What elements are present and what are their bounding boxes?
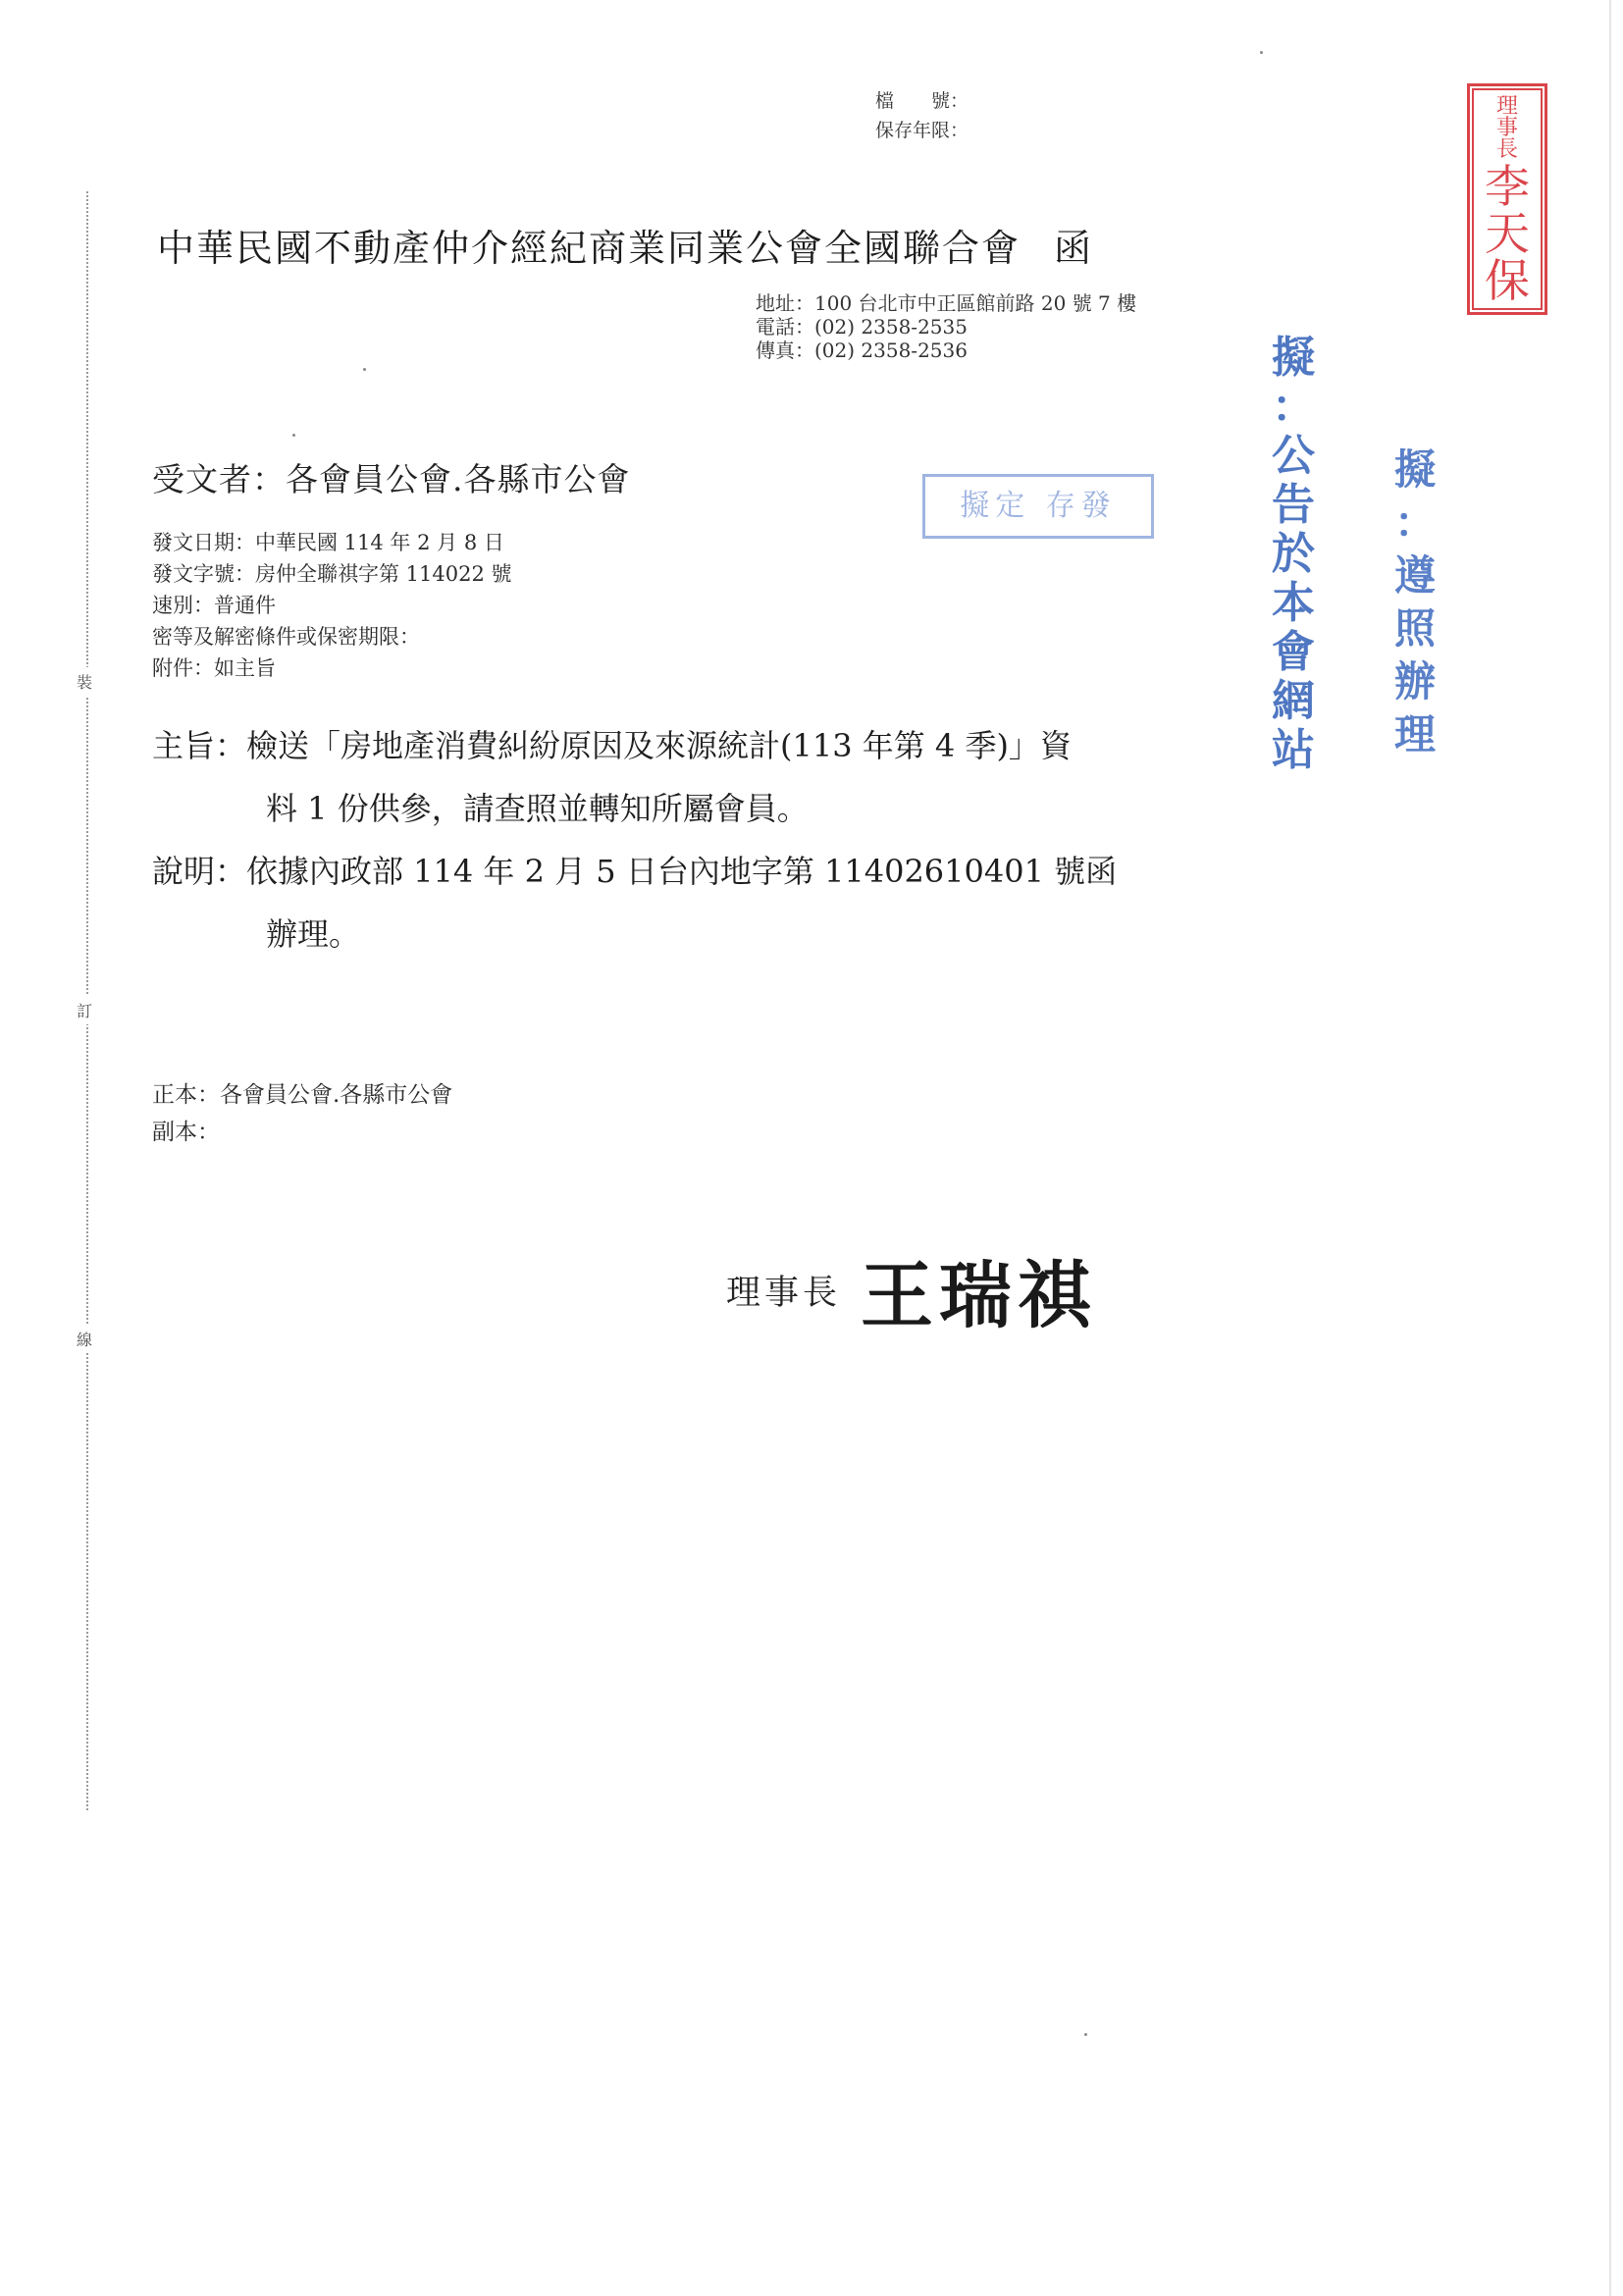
approval-box-stamp: 擬定 存發: [922, 474, 1154, 539]
delivery-speed: 速別：普通件: [152, 594, 276, 617]
stamp-char: 辦: [1393, 657, 1436, 705]
page-edge: [1609, 0, 1611, 2296]
issue-number: 發文字號：房仲全聯祺字第 114022 號: [152, 562, 512, 586]
stamp-char: 擬: [1272, 333, 1315, 383]
seal-char: 保: [1485, 254, 1530, 307]
stamp-char: 本: [1272, 578, 1315, 628]
retention-label: 保存年限：: [875, 120, 969, 141]
scan-speck: [1084, 2033, 1087, 2036]
stamp-char: ：: [1393, 498, 1436, 547]
secrecy-level: 密等及解密條件或保密期限：: [152, 625, 420, 649]
explanation-section: [152, 840, 1117, 965]
stamp-char: ：: [1272, 382, 1315, 432]
chairman-red-seal: [1467, 83, 1547, 315]
stamp-char: 於: [1272, 529, 1315, 579]
stamp-char: 站: [1272, 725, 1315, 775]
stamp-char: 擬: [1393, 445, 1436, 494]
stamp-char: 理: [1393, 710, 1436, 758]
subject-line-2: 料 1 份供參，請查照並轉知所屬會員。: [266, 790, 809, 827]
stamp-char: 公: [1272, 431, 1315, 481]
binding-mark-zhuang: 裝: [77, 667, 92, 696]
document-type: 函: [1054, 227, 1094, 270]
scan-speck: [1260, 51, 1263, 54]
recipient: 受文者：各會員公會.各縣市公會: [152, 460, 631, 498]
scan-speck: [292, 434, 295, 437]
distribution: [152, 1076, 452, 1151]
seal-char: 天: [1485, 207, 1530, 260]
archive-info: [875, 86, 969, 145]
scan-speck: [363, 368, 366, 371]
phone: 電話：(02) 2358-2535: [756, 315, 968, 339]
signer-title: 理事長: [726, 1274, 842, 1313]
stamp-char: 遵: [1393, 551, 1436, 600]
instruction-stamp-publish: [1264, 334, 1323, 775]
stamp-char: 告: [1272, 480, 1315, 530]
instruction-stamp-comply: [1386, 444, 1444, 761]
file-number-label: 檔 號：: [875, 90, 969, 112]
seal-char: 長: [1495, 137, 1518, 162]
issue-date: 發文日期：中華民國 114 年 2 月 8 日: [152, 531, 504, 554]
subject-section: [152, 714, 1072, 840]
subject-line-1: 主旨：檢送「房地產消費糾紛原因及來源統計(113 年第 4 季)」資: [152, 727, 1072, 764]
stamp-char: 會: [1272, 627, 1315, 677]
signature-block: [726, 1238, 1096, 1342]
binding-mark-xian: 線: [77, 1325, 92, 1353]
fax: 傳真：(02) 2358-2536: [756, 339, 968, 362]
address: 地址：100 台北市中正區館前路 20 號 7 樓: [756, 291, 1137, 315]
stamp-char: 照: [1393, 604, 1436, 652]
explanation-line-1: 說明：依據內政部 114 年 2 月 5 日台內地字第 11402610401 號函: [152, 853, 1118, 890]
attachment: 附件：如主旨: [152, 656, 276, 680]
signer-name: 王瑞祺: [861, 1254, 1097, 1338]
organization-name: 中華民國不動產仲介經紀商業同業公會全國聯合會: [157, 227, 1021, 270]
binding-mark-ding: 訂: [77, 996, 92, 1024]
seal-char: 理: [1495, 94, 1518, 119]
seal-char: 事: [1495, 116, 1518, 140]
explanation-line-2: 辦理。: [266, 915, 361, 953]
copy-recipients: 副本：: [152, 1120, 220, 1145]
seal-char: 李: [1485, 160, 1530, 213]
stamp-char: 網: [1272, 676, 1315, 726]
original-recipients: 正本：各會員公會.各縣市公會: [152, 1082, 453, 1108]
contact-info: [756, 291, 1136, 362]
document-meta: [152, 527, 512, 684]
letterhead-title: [157, 218, 1093, 272]
